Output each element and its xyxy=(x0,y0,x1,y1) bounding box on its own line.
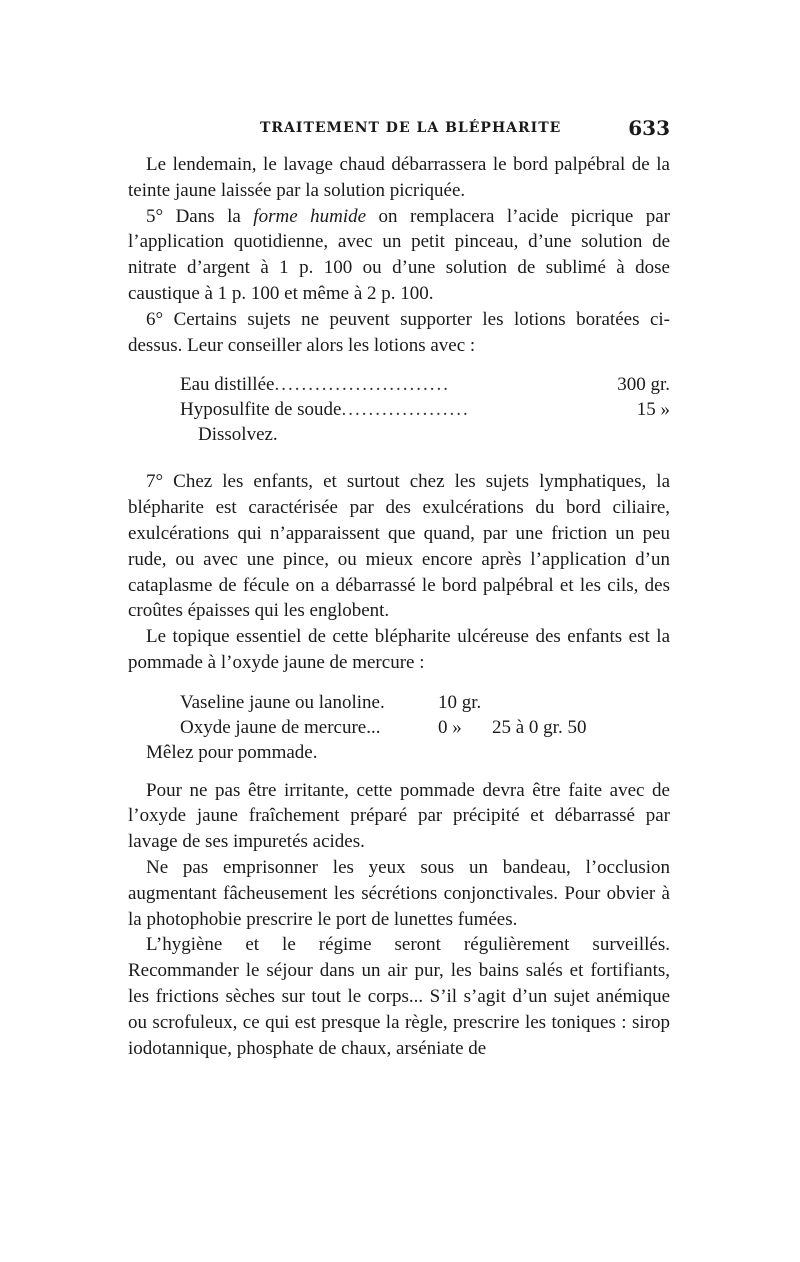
paragraph-enfants: 7° Chez les enfants, et surtout chez les sujets lymphatiques, la blépharite est caractérisée par des exulcérations du bord ciliaire, exulcérations qui n’apparaissent que quand, par une friction un peu rude, ou avec une pince, ou mieux encore après l’application d’un cataplasme de fécule on a débarrassé le bord palpébral et les cils, des croûtes épaisses qui les englobent. xyxy=(128,471,670,622)
forme-humide-italic: forme humide xyxy=(253,205,367,227)
recipe-lotion xyxy=(180,372,670,447)
paragraph-forme-humide-start: 5° Dans la xyxy=(146,205,254,227)
recipe-row-hyposulfite xyxy=(180,397,670,422)
ingredient-name: Eau distillée xyxy=(180,374,275,396)
leader-dots: ................... xyxy=(341,399,470,421)
recipe-instruction: Dissolvez. xyxy=(198,424,278,446)
ingredient-range: 25 à 0 gr. 50 xyxy=(492,716,587,738)
recipe-row-vaseline xyxy=(180,690,670,715)
recipe-row-oxyde xyxy=(180,715,670,740)
ingredient-quantity: 15 » xyxy=(636,399,670,421)
page-header xyxy=(128,118,670,142)
paragraph-forme-humide-end: on remplacera l’acide picrique par l’application quotidienne, avec un petit pinceau, d’une solution de nitrate d’argent à 1 p. 100 ou d’une solution de sublimé à dose caustique à 1 p. 100 et même à 2 p. 100. xyxy=(128,205,671,304)
recipe-instruction: Mêlez pour pommade. xyxy=(146,741,318,763)
page-body xyxy=(128,152,670,1061)
running-title: TRAITEMENT DE LA BLÉPHARITE xyxy=(260,120,562,136)
recipe-row-eau xyxy=(180,372,670,397)
ingredient-quantity: 10 gr. xyxy=(438,691,482,713)
paragraph-bandeau: Ne pas emprisonner les yeux sous un bandeau, l’occlusion augmentant fâcheusement les sécrétions conjonctivales. Pour obvier à la photophobie prescrire le port de lunettes fumées. xyxy=(128,856,670,930)
spacer xyxy=(128,766,670,778)
recipe-pommade xyxy=(180,690,670,740)
ingredient-quantity: 300 gr. xyxy=(617,374,670,396)
ingredient-name: Hyposulfite de soude xyxy=(180,399,342,421)
ingredient-name: Oxyde jaune de mercure... xyxy=(180,716,381,738)
paragraph-certains-sujets: 6° Certains sujets ne peuvent supporter les lotions boratées ci-dessus. Leur conseiller alors les lotions avec : xyxy=(128,308,670,356)
paragraph-hygiene: L’hygiène et le régime seront régulièrement surveillés. Recommander le séjour dans un air pur, les bains salés et fortifiants, les frictions sèches sur tout le corps... S’il s’agit d’un sujet anémique ou scrofuleux, ce qui est presque la règle, prescrire les toniques : sirop iodotannique, phosphate de chaux, arséniate de xyxy=(128,934,670,1059)
spacer xyxy=(128,457,670,469)
ingredient-quantity: 0 » xyxy=(438,716,462,738)
ingredient-name: Vaseline jaune ou lanoline. xyxy=(180,691,385,713)
paragraph-lendemain: Le lendemain, le lavage chaud débarrassera le bord palpébral de la teinte jaune laissée par la solution picriquée. xyxy=(128,154,670,201)
page-number: 633 xyxy=(628,116,670,140)
paragraph-topique: Le topique essentiel de cette blépharite ulcéreuse des enfants est la pommade à l’oxyde jaune de mercure : xyxy=(128,626,670,673)
leader-dots: .......................... xyxy=(274,374,450,396)
paragraph-forme-humide xyxy=(128,204,670,307)
paragraph-irritante: Pour ne pas être irritante, cette pommade devra être faite avec de l’oxyde jaune fraîchement préparé par précipité et débarrassé par lavage de ses impuretés acides. xyxy=(128,779,670,853)
